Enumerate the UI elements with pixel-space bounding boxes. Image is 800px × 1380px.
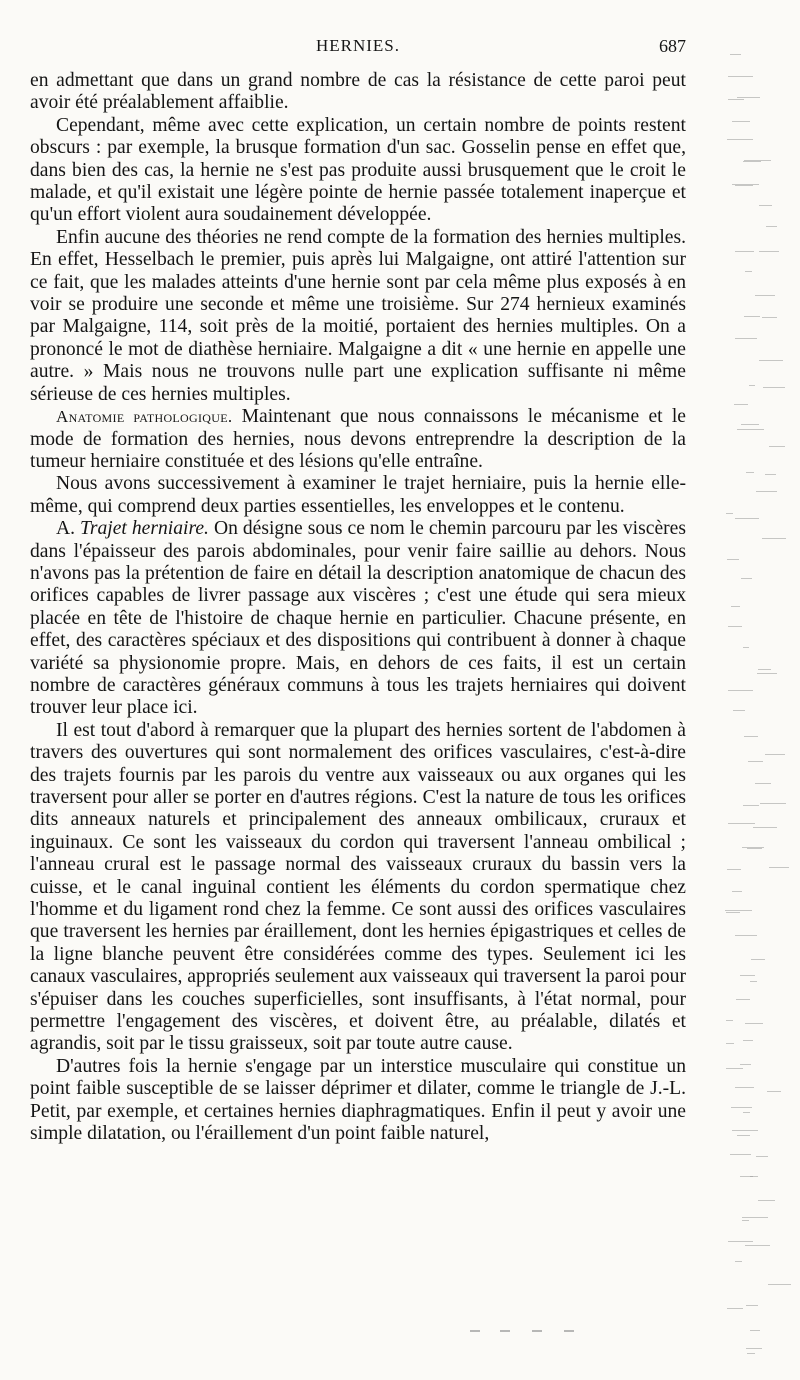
bottom-marks	[470, 1330, 610, 1336]
margin-mark	[743, 1112, 750, 1113]
margin-mark	[762, 538, 786, 539]
margin-mark	[743, 647, 749, 648]
section-heading-anatomy: Anatomie pathologique.	[56, 407, 233, 427]
margin-mark	[730, 1154, 751, 1155]
margin-mark	[727, 559, 739, 560]
margin-mark	[769, 446, 785, 447]
margin-mark	[762, 317, 777, 318]
margin-mark	[760, 803, 786, 804]
margin-mark	[742, 1220, 749, 1221]
paragraph-gosselin: Cependant, même avec cette explication, un certain nombre de points restent obscurs : par exemple, la brusque formation d'un sac. Gosselin pense en effet que, dans bien des cas, la hernie ne s'est pas produite aussi brusquement que le croit le malade, et qu'il existait une légère pointe de hernie passée totalement inaperçue et qu'un effort violent aura soudainement développée.	[30, 114, 686, 226]
margin-mark	[755, 783, 771, 784]
margin-mark	[726, 513, 733, 514]
margin-mark	[732, 121, 750, 122]
margin-mark	[735, 185, 753, 186]
paragraph-trajet-text: On désigne sous ce nom le chemin parcouru par les viscères dans l'épaisseur des parois abdominales, pour venir faire saillie au dehors. Nous n'avons pas la prétention de faire en détail la description anatomique de chacun des orifices capables de livrer passage aux viscères ; c'est une étude qui sera mieux placée en tête de l'histoire de chaque hernie en particulier. Chacune présente, en effet, des caractères spéciaux et des dispositions qui contribuent à donner à chaque variété sa physionomie propre. Mais, en dehors de ces faits, il est un certain nombre de caractères généraux communs à tous les trajets herniaires qui doivent trouver leur place ici.	[30, 518, 686, 719]
margin-mark	[735, 338, 757, 339]
margin-mark	[741, 578, 752, 579]
margin-mark	[769, 867, 789, 868]
margin-mark	[742, 1217, 768, 1218]
margin-mark	[726, 1068, 743, 1069]
margin-mark	[731, 606, 740, 607]
running-head: HERNIES.	[315, 36, 401, 55]
margin-mark	[746, 1348, 762, 1349]
margin-mark	[740, 975, 755, 976]
paragraph-muscular-interstice: D'autres fois la hernie s'engage par un interstice musculaire qui constitue un point faible susceptible de se laisser déprimer et dilater, comme le triangle de J.-L. Petit, par exemple, et certaines hernies diaphragmatiques. Enfin il peut y avoir une simple dilatation, ou l'éraillement d'un point faible naturel,	[30, 1055, 686, 1145]
margin-bleed-through	[720, 40, 800, 1370]
margin-mark	[750, 1330, 760, 1331]
paragraph-trajet	[30, 518, 686, 720]
margin-mark	[740, 1064, 751, 1065]
margin-mark	[737, 97, 760, 98]
margin-mark	[735, 935, 757, 936]
margin-mark	[730, 54, 741, 55]
paragraph-overview: Nous avons successivement à examiner le trajet herniaire, puis la hernie elle-même, qui comprend deux parties essentielles, les enveloppes et le contenu.	[30, 473, 686, 517]
margin-mark	[763, 387, 785, 388]
margin-mark	[753, 827, 777, 828]
margin-mark	[728, 823, 755, 824]
text-body	[30, 70, 686, 1146]
margin-mark	[759, 251, 779, 252]
paragraph-anatomy	[30, 406, 686, 473]
margin-mark	[727, 139, 753, 140]
margin-mark	[731, 1107, 752, 1108]
margin-mark	[746, 472, 754, 473]
margin-mark	[732, 1130, 758, 1131]
margin-mark	[728, 99, 744, 100]
margin-mark	[765, 754, 785, 755]
margin-mark	[728, 690, 753, 691]
margin-mark	[747, 1353, 755, 1354]
margin-mark	[767, 1091, 781, 1092]
paragraph-vascular-orifices: Il est tout d'abord à remarquer que la plupart des hernies sortent de l'abdomen à travers des ouvertures qui sont normalement des orifices vasculaires, c'est-à-dire des trajets fournis par les parois du ventre aux vaisseaux ou aux organes qui les traversent pour aller se porter en d'autres régions. C'est la nature de tous les orifices dits anneaux naturels et principalement des anneaux ombilicaux, cruraux et inguinaux. Ce sont les vaisseaux du cordon qui traversent l'anneau ombilical ; l'anneau crural est le passage normal des vaisseaux cruraux du bassin vers la cuisse, et le canal inguinal contient les éléments du cordon spermatique chez l'homme et du ligament rond chez la femme. Ce sont aussi des orifices vasculaires que traversent les hernies par éraillement, dont les hernies épigastriques et celles de la ligne blanche peuvent être considérées comme des types. Seulement ici les canaux vasculaires, appropriés seulement aux vaisseaux qui traversent la paroi pour s'épuiser dans les couches superficielles, sont insuffisants, à l'état normal, pour permettre l'engagement des viscères, et doivent être, au préalable, dilatés et agrandis, soit par le tissu graisseux, soit par toute autre cause.	[30, 719, 686, 1055]
margin-mark	[750, 981, 757, 982]
margin-mark	[758, 669, 771, 670]
paragraph-anatomy-text: Maintenant que nous connaissons le mécanisme et le mode de formation des hernies, nous devons entreprendre la description de la tumeur herniaire constituée et des lésions qu'elle entraîne.	[30, 406, 686, 472]
paragraph-multiple-hernias: Enfin aucune des théories ne rend compte de la formation des hernies multiples. En effet, Hesselbach le premier, puis après lui Malgaigne, ont attiré l'attention sur ce fait, que les malades atteints d'une hernie sont par cela même plus exposés à en voir se produire une seconde et même une troisième. Sur 274 hernieux examinés par Malgaigne, 114, soit près de la moitié, portaient des hernies multiples. On a prononcé le mot de diathèse herniaire. Malgaigne a dit « une hernie en appelle une autre. » Mais nous ne trouvons nulle part une explication suffisante ni même sérieuse de ces hernies multiples.	[30, 226, 686, 405]
margin-mark	[735, 1087, 754, 1088]
margin-mark	[728, 76, 753, 77]
margin-mark	[758, 1200, 775, 1201]
margin-mark	[734, 404, 748, 405]
margin-mark	[743, 161, 761, 162]
margin-mark	[727, 869, 741, 870]
margin-mark	[745, 1023, 763, 1024]
margin-mark	[735, 251, 754, 252]
margin-mark	[744, 736, 758, 737]
margin-mark	[733, 710, 745, 711]
margin-mark	[759, 360, 783, 361]
margin-mark	[749, 385, 755, 386]
margin-mark	[755, 295, 775, 296]
margin-mark	[725, 910, 752, 911]
margin-mark	[737, 1135, 750, 1136]
margin-mark	[735, 1261, 742, 1262]
margin-mark	[747, 848, 762, 849]
margin-mark	[745, 1245, 770, 1246]
margin-mark	[727, 1308, 743, 1309]
margin-mark	[748, 761, 763, 762]
margin-mark	[737, 429, 764, 430]
margin-mark	[759, 205, 772, 206]
margin-mark	[728, 626, 742, 627]
margin-mark	[746, 1305, 758, 1306]
margin-mark	[728, 1241, 753, 1242]
subsection-heading-trajet: Trajet herniaire.	[80, 518, 209, 540]
margin-mark	[735, 518, 759, 519]
margin-mark	[726, 1020, 733, 1021]
margin-mark	[768, 1284, 791, 1285]
paragraph-continuation: en admettant que dans un grand nombre de cas la résistance de cette paroi peut avoir été préalablement affaiblie.	[30, 70, 686, 114]
margin-mark	[757, 673, 777, 674]
margin-mark	[745, 271, 752, 272]
margin-mark	[766, 226, 777, 227]
margin-mark	[750, 1176, 758, 1177]
margin-mark	[743, 1040, 753, 1041]
subsection-label: A.	[56, 518, 81, 540]
margin-mark	[741, 424, 759, 425]
margin-mark	[756, 491, 777, 492]
margin-mark	[726, 1043, 734, 1044]
margin-mark	[744, 316, 760, 317]
margin-mark	[765, 474, 776, 475]
margin-mark	[751, 959, 765, 960]
page-header	[30, 36, 686, 66]
page-number: 687	[659, 36, 686, 56]
margin-mark	[736, 999, 750, 1000]
margin-mark	[743, 805, 759, 806]
margin-mark	[726, 912, 740, 913]
margin-mark	[756, 1156, 768, 1157]
margin-mark	[732, 891, 742, 892]
